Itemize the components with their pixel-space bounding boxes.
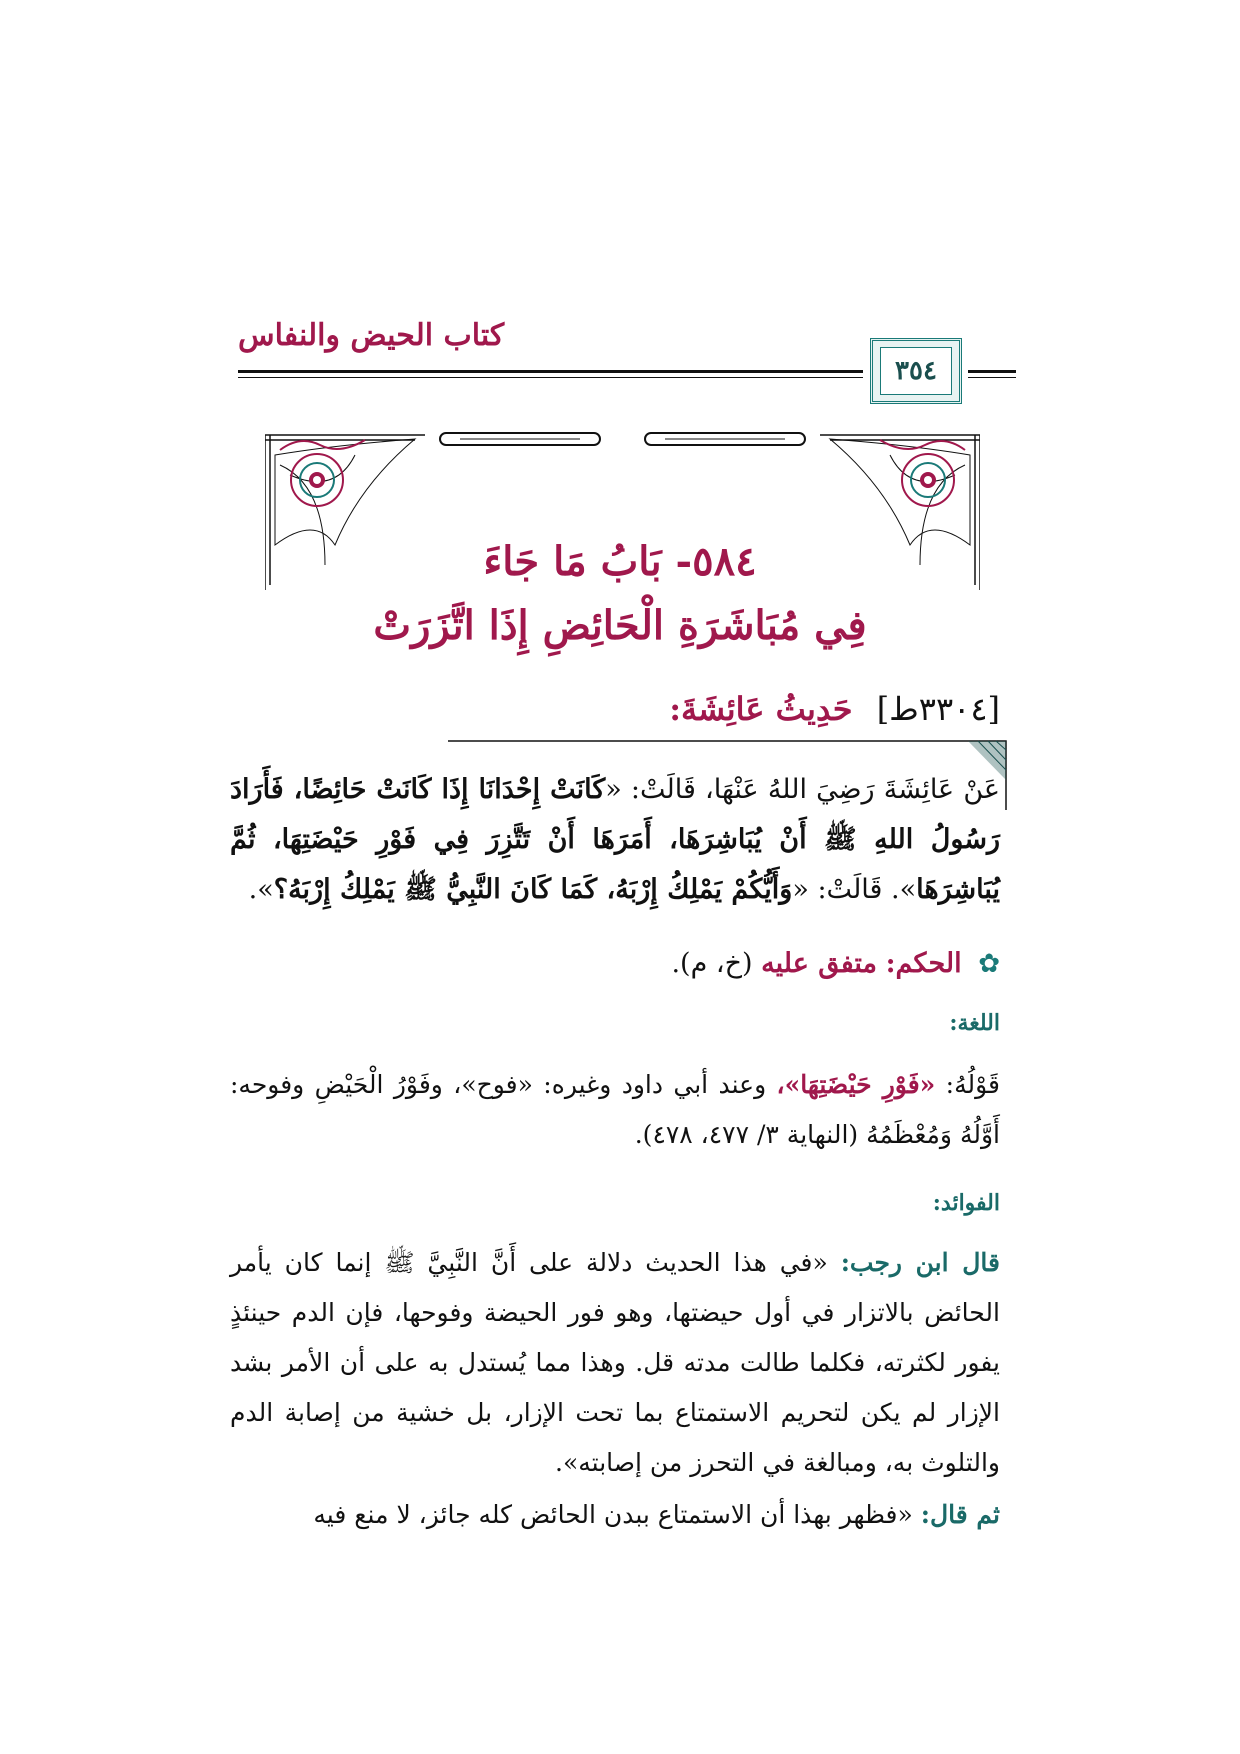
chapter-heading-line1: ٥٨٤- بَابُ مَا جَاءَ [483, 538, 757, 585]
ruling-label: الحكم: [885, 948, 962, 979]
fawaid-text-2: «فظهر بهذا أن الاستمتاع ببدن الحائض كله جائز، لا منع فيه [313, 1500, 921, 1529]
ruling-value: متفق عليه [761, 948, 877, 979]
hadith-title: حَدِيثُ عَائِشَةَ: [669, 690, 853, 728]
hadith-intro: عَنْ عَائِشَةَ رَضِيَ اللهُ عَنْهَا، قَالَتْ: « [605, 774, 1000, 805]
header-rule-thin [238, 377, 863, 378]
header-rule-right [968, 370, 1016, 373]
ruling [230, 948, 1000, 979]
page-number-frame [870, 338, 962, 404]
fawaid-text-1: «في هذا الحديث دلالة على أَنَّ النَّبِيَّ ﷺ إنما كان يأمر الحائض بالاتزار في أول حيضتها، وهو فور الحيضة وفوحها، فإن الدم حينئذٍ يفور لكثرته، فكلما طالت مدته قل. وهذا مما يُستدل به على أن الأمر بشد الإزار لم يكن لتحريم الاستمتاع بما تحت الإزار، بل خشية من إصابة الدم والتلوث به، ومبالغة في التحرز من إصابته». [230, 1248, 1000, 1477]
fawaid-paragraph-2 [230, 1490, 1000, 1540]
hadith-text [230, 765, 1000, 915]
fawaid-speaker-1: قال ابن رجب: [840, 1248, 1000, 1277]
flower-icon: ✿ [978, 949, 1000, 979]
lugha-label: اللغة: [949, 1010, 1000, 1036]
ruling-sources: (خ، م). [671, 948, 753, 979]
hadith-matn-1: كَانَتْ إِحْدَانَا إِذَا كَانَتْ حَائِضًا، فَأَرَادَ رَسُولُ اللهِ ﷺ أَنْ يُبَاشِرَهَا، أَمَرَهَا أَنْ تَتَّزِرَ فِي فَوْرِ حَيْضَتِهَا، ثُمَّ يُبَاشِرَهَا [230, 774, 1000, 905]
chapter-heading-line2: فِي مُبَاشَرَةِ الْحَائِضِ إِذَا اتَّزَرَتْ [373, 602, 867, 649]
book-title: كتاب الحيض والنفاس [238, 318, 505, 353]
fawaid-paragraph-1 [230, 1238, 1000, 1488]
lugha-quote: «فَوْرِ حَيْضَتِهَا»، [776, 1070, 936, 1099]
hadith-mid: ». قَالَتْ: « [792, 874, 917, 905]
header-rule [238, 370, 863, 373]
lugha-text: وعند أبي داود وغيره: «فوح»، وفَوْرُ الْحَيْضِ وفوحه: أَوَّلُهُ وَمُعْظَمُهُ (النهاية ٣/ ٤٧٧، ٤٧٨). [230, 1070, 1000, 1149]
hadith-number: [٣٣٠٤ط] [876, 690, 1000, 728]
hadith-matn-2: وَأَيُّكُمْ يَمْلِكُ إِرْبَهُ، كَمَا كَانَ النَّبِيُّ ﷺ يَمْلِكُ إِرْبَهُ؟ [273, 874, 793, 905]
fawaid-speaker-2: ثم قال: [920, 1500, 1000, 1529]
fawaid-label: الفوائد: [932, 1190, 1000, 1216]
chapter-heading [240, 530, 1000, 658]
hadith-end: ». [248, 874, 274, 905]
running-header [238, 318, 1016, 388]
lugha-paragraph [230, 1060, 1000, 1160]
hadith-reference [669, 690, 1000, 728]
lugha-quote-intro: قَوْلُهُ: [935, 1070, 1000, 1099]
header-rule-right-thin [968, 377, 1016, 378]
page-number: ٣٥٤ [880, 347, 952, 395]
